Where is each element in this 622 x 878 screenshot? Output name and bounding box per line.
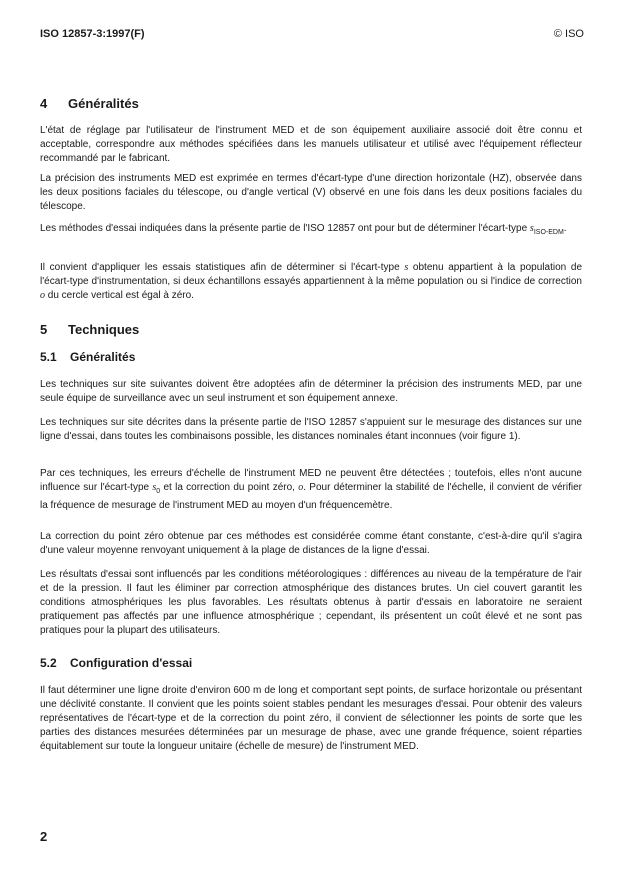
text-run: obtenu appartient à la population de l'écart-type d'instrumentation, si deux échantillons essayés appartiennent à la même population ou si l'indice de correction [40,262,583,287]
section-4-heading [40,96,139,111]
paragraph [40,261,582,303]
subsection-title: Généralités [70,350,136,364]
page-number: 2 [40,829,48,844]
copyright-label: © ISO [553,28,584,40]
symbol-s: s [529,223,534,234]
symbol-s: s [404,262,409,273]
paragraph [40,222,582,240]
text-run: . Pour déterminer la stabilité de l'échelle, il convient de vérifier la fréquence de mesurage de l'instrument MED au moyen d'un fréquencemètre. [40,482,582,511]
paragraph: Les techniques sur site décrites dans la présente partie de l'ISO 12857 s'appuient sur le mesurage des distances sur une ligne d'essai, dans toutes les combinaisons possible, les distances nominales étant inconnues (voir figure 1). [40,417,582,442]
text-run: Les méthodes d'essai indiquées dans la présente partie de l'ISO 12857 ont pour but de déterminer l'écart-type [40,223,530,234]
symbol-s: s [152,482,157,493]
section-number: 5 [40,322,48,337]
subsection-5-1-heading [40,350,135,364]
section-title: Généralités [68,96,139,111]
paragraph: La correction du point zéro obtenue par ces méthodes est considérée comme étant constante, c'est-à-dire qu'il s'agira d'une valeur moyenne renvoyant uniquement à la plage de distances de la ligne d'essai. [40,531,582,556]
text-run: Par ces techniques, les erreurs d'échelle de l'instrument MED ne peuvent être détectées ; toutefois, elles n'ont aucune influence sur l'écart-type [40,468,582,493]
paragraph: Les techniques sur site suivantes doivent être adoptées afin de déterminer la précision des instruments MED, par une seule équipe de surveillance avec un seul instrument et son équipement annexe. [40,379,582,404]
symbol-o: o [40,290,45,301]
subsection-number: 5.2 [40,656,57,670]
symbol-subscript: 0 [156,488,161,495]
paragraph [40,467,582,513]
section-5-heading [40,322,139,337]
symbol-o: o [298,482,304,493]
section-title: Techniques [68,322,140,337]
text-run: Il convient d'appliquer les essais statistiques afin de déterminer si l'écart-type [40,262,405,273]
text-run: et la correction du point zéro, [160,482,299,493]
paragraph: L'état de réglage par l'utilisateur de l'instrument MED et de son équipement auxiliaire associé doit être connu et acceptable, correspondre aux méthodes spécifiées dans les manuels utilisateur et utilisé avec l'équipement réflecteur recommandé par le fabricant. [40,125,582,164]
text-run: . [563,223,567,234]
paragraph: La précision des instruments MED est exprimée en termes d'écart-type d'une direction horizontale (HZ), observée dans les deux positions faciales du télescope, ou d'angle vertical (V) observé en une fois dans les deux positions faciales du télescope. [40,173,582,212]
subsection-number: 5.1 [40,350,57,364]
section-number: 4 [40,96,48,111]
symbol-subscript: ISO-EDM [533,229,564,236]
subsection-5-2-heading [40,656,192,670]
text-run: du cercle vertical est égal à zéro. [45,290,194,301]
standard-reference: ISO 12857-3:1997(F) [40,28,145,40]
paragraph: Il faut déterminer une ligne droite d'environ 600 m de long et comportant sept points, de surface horizontale ou présentant une déclivité constante. Il convient que les points soient stables pendant les mesurages d'essai. Pour obtenir des valeurs représentatives de l'écart-type et de la correction du point zéro, il convient de sélectionner les points de sorte que les parties des distances mesurées déterminées par un mesurage de phase, avec une grande fréquence, soient réparties équitablement sur toute la longueur unitaire (échelle de mesure) de l'instrument MED. [40,685,582,752]
paragraph: Les résultats d'essai sont influencés par les conditions météorologiques : différences au niveau de la température de l'air et de la pression. Il faut les éliminer par correction atmosphérique des distances brutes. Un ciel couvert garantit les conditions atmosphériques les plus favorables. Les résultats obtenus à partir d'essais en laboratoire ne seraient pratiquement pas affectés par une influence atmosphérique ; cependant, ils présentent un coût élevé et ne sont pas pratiques pour la plupart des utilisateurs. [40,569,582,636]
subsection-title: Configuration d'essai [70,656,193,670]
